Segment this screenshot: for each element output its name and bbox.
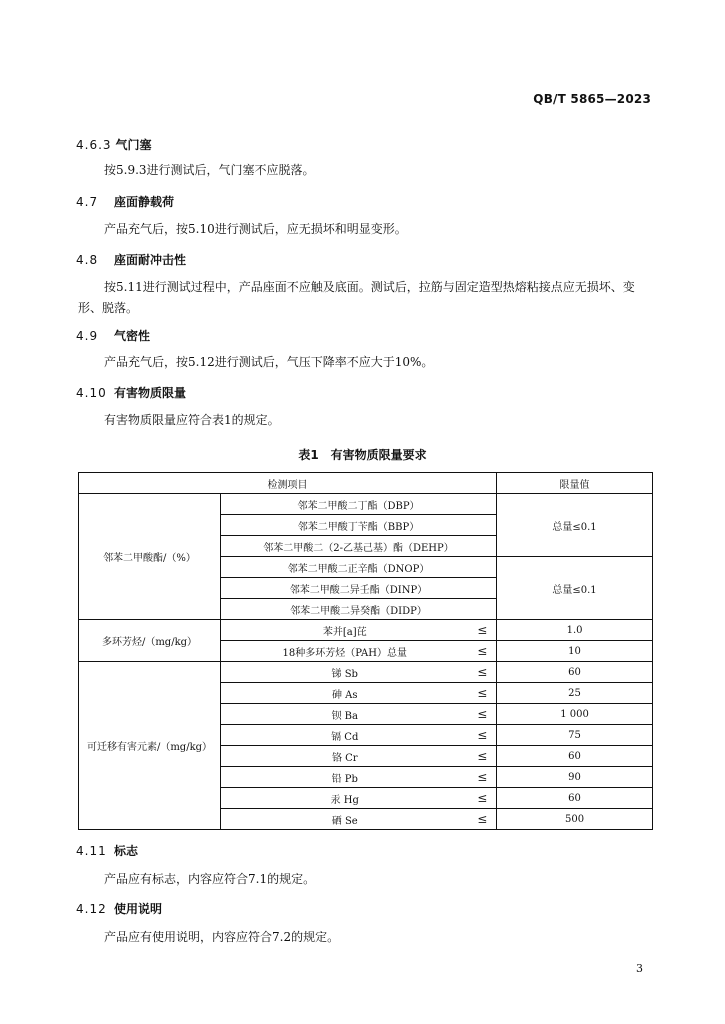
limit-cell: 60 bbox=[497, 788, 653, 809]
item-cell: 锑 Sb bbox=[221, 662, 469, 683]
section-text-4-10: 有害物质限量应符合表1的规定。 bbox=[104, 413, 280, 427]
page-number: 3 bbox=[636, 962, 643, 975]
item-cell: 18种多环芳烃（PAH）总量 bbox=[221, 641, 469, 662]
limit-cell: 总量≤0.1 bbox=[497, 494, 653, 557]
item-cell: 邻苯二甲酸二正辛酯（DNOP） bbox=[221, 557, 497, 578]
group-label-pah: 多环芳烃/（mg/kg） bbox=[79, 620, 221, 662]
item-cell: 硒 Se bbox=[221, 809, 469, 830]
header-item: 检测项目 bbox=[79, 473, 497, 494]
table-caption-title: 有害物质限量要求 bbox=[330, 448, 427, 462]
operator-cell: ≤ bbox=[469, 767, 497, 788]
section-heading-4-7 bbox=[76, 193, 174, 210]
section-title: 有害物质限量 bbox=[114, 386, 187, 400]
limit-cell: 60 bbox=[497, 746, 653, 767]
section-text-4-7: 产品充气后，按5.10进行测试后，应无损坏和明显变形。 bbox=[104, 222, 407, 236]
limit-cell: 60 bbox=[497, 662, 653, 683]
group-label-elements: 可迁移有害元素/（mg/kg） bbox=[79, 662, 221, 830]
section-number: 4.10 bbox=[76, 386, 107, 400]
item-cell: 邻苯二甲酸丁苄酯（BBP） bbox=[221, 515, 497, 536]
item-cell: 汞 Hg bbox=[221, 788, 469, 809]
operator-cell: ≤ bbox=[469, 662, 497, 683]
operator-cell: ≤ bbox=[469, 809, 497, 830]
section-title: 气门塞 bbox=[115, 138, 152, 152]
table-row bbox=[79, 494, 653, 515]
table-header-row bbox=[79, 473, 653, 494]
operator-cell: ≤ bbox=[469, 704, 497, 725]
section-text-4-11: 产品应有标志，内容应符合7.1的规定。 bbox=[104, 872, 316, 886]
group-label-phthalates: 邻苯二甲酸酯/（%） bbox=[79, 494, 221, 620]
hazardous-substance-limits-table bbox=[78, 472, 653, 830]
item-cell: 镉 Cd bbox=[221, 725, 469, 746]
section-heading-4-8 bbox=[76, 251, 186, 268]
section-heading-4-10 bbox=[76, 384, 186, 401]
section-heading-4-6-3 bbox=[76, 136, 152, 153]
item-cell: 钡 Ba bbox=[221, 704, 469, 725]
item-cell: 铅 Pb bbox=[221, 767, 469, 788]
standard-number: QB/T 5865—2023 bbox=[533, 92, 651, 106]
section-text-4-9: 产品充气后，按5.12进行测试后，气压下降率不应大于10%。 bbox=[104, 355, 434, 369]
section-number: 4.11 bbox=[76, 844, 107, 858]
operator-cell: ≤ bbox=[469, 746, 497, 767]
table-row bbox=[79, 662, 653, 683]
limit-cell: 总量≤0.1 bbox=[497, 557, 653, 620]
limit-cell: 90 bbox=[497, 767, 653, 788]
section-number: 4.8 bbox=[76, 253, 99, 267]
section-text-4-8: 按5.11进行测试过程中，产品座面不应触及底面。测试后，拉筋与固定造型热熔粘接点应无损坏、变形、脱落。 bbox=[78, 280, 635, 315]
section-number: 4.9 bbox=[76, 329, 99, 343]
limit-cell: 1.0 bbox=[497, 620, 653, 641]
limit-cell: 1 000 bbox=[497, 704, 653, 725]
limit-cell: 10 bbox=[497, 641, 653, 662]
table-caption bbox=[0, 446, 725, 463]
section-text-4-6-3: 按5.9.3进行测试后，气门塞不应脱落。 bbox=[104, 163, 315, 177]
operator-cell: ≤ bbox=[469, 725, 497, 746]
item-cell: 邻苯二甲酸二丁酯（DBP） bbox=[221, 494, 497, 515]
limit-cell: 75 bbox=[497, 725, 653, 746]
item-cell: 砷 As bbox=[221, 683, 469, 704]
section-title: 标志 bbox=[114, 844, 139, 858]
section-heading-4-9 bbox=[76, 327, 150, 344]
section-title: 气密性 bbox=[114, 329, 151, 343]
limit-cell: 25 bbox=[497, 683, 653, 704]
section-number: 4.12 bbox=[76, 902, 107, 916]
section-heading-4-11 bbox=[76, 842, 138, 859]
section-number: 4.6.3 bbox=[76, 138, 112, 152]
operator-cell: ≤ bbox=[469, 641, 497, 662]
item-cell: 邻苯二甲酸二（2-乙基己基）酯（DEHP） bbox=[221, 536, 497, 557]
section-title: 座面静载荷 bbox=[114, 195, 175, 209]
item-cell: 苯并[a]芘 bbox=[221, 620, 469, 641]
table-caption-number: 表1 bbox=[298, 448, 319, 462]
operator-cell: ≤ bbox=[469, 683, 497, 704]
operator-cell: ≤ bbox=[469, 788, 497, 809]
section-number: 4.7 bbox=[76, 195, 99, 209]
operator-cell: ≤ bbox=[469, 620, 497, 641]
section-title: 座面耐冲击性 bbox=[114, 253, 187, 267]
item-cell: 邻苯二甲酸二异壬酯（DINP） bbox=[221, 578, 497, 599]
item-cell: 邻苯二甲酸二异癸酯（DIDP） bbox=[221, 599, 497, 620]
section-title: 使用说明 bbox=[114, 902, 163, 916]
limit-cell: 500 bbox=[497, 809, 653, 830]
section-text-4-12: 产品应有使用说明，内容应符合7.2的规定。 bbox=[104, 930, 340, 944]
table-row bbox=[79, 620, 653, 641]
header-limit: 限量值 bbox=[497, 473, 653, 494]
item-cell: 铬 Cr bbox=[221, 746, 469, 767]
section-heading-4-12 bbox=[76, 900, 162, 917]
